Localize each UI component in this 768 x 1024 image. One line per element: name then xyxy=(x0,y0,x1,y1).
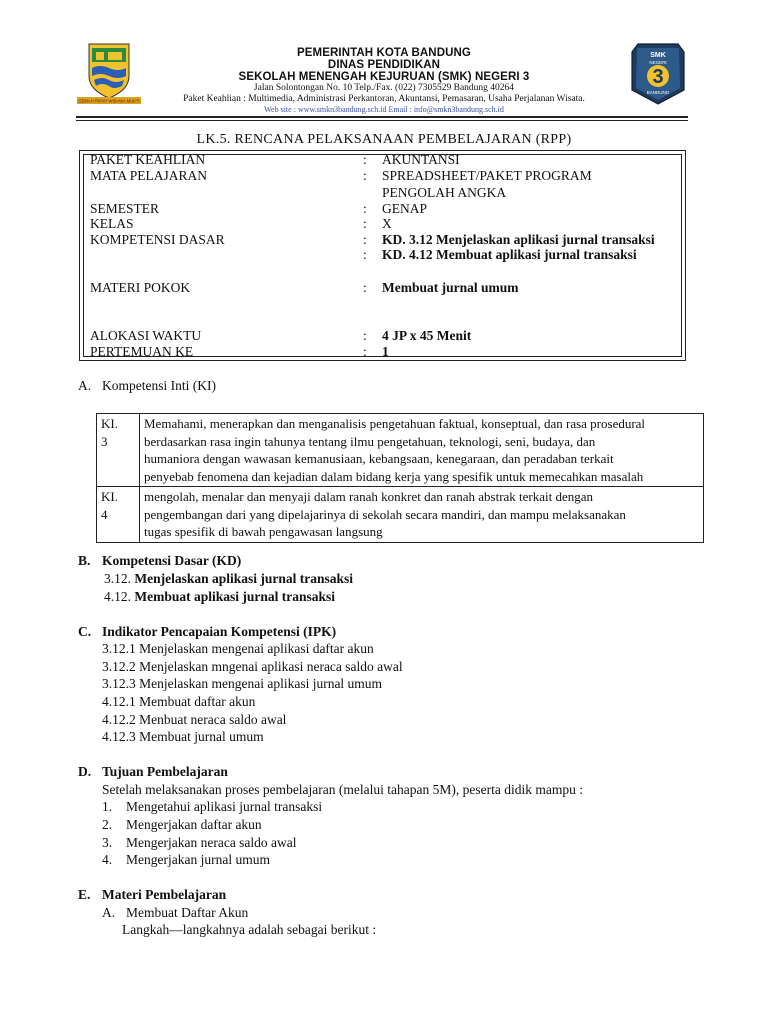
ki-line: penyebab fenomena dan kejadian dalam bidang kerja yang spesifik untuk memecahkan masalah xyxy=(144,468,644,484)
kd-item xyxy=(104,589,335,605)
ki-code-label: KI. xyxy=(101,416,118,431)
ki-line: berdasarkan rasa ingin tahunya tentang ilmu pengetahuan, teknologi, seni, budaya, dan xyxy=(144,433,596,449)
tujuan-item-text: Mengerjakan daftar akun xyxy=(126,817,262,832)
tujuan-item xyxy=(102,835,297,851)
letterhead-divider-thin xyxy=(76,120,688,121)
section-letter: B. xyxy=(78,553,91,568)
kd-item-number: 3.12. xyxy=(104,571,131,586)
ki-code-number: 4 xyxy=(101,506,108,522)
ki-line: humaniora dengan wawasan kemanusiaan, kebangsaan, kenegaraan, dan peradaban terkait xyxy=(144,451,614,466)
colon: : xyxy=(363,168,367,183)
svg-text:3: 3 xyxy=(652,66,664,88)
pertemuan-ke-label: PERTEMUAN KE xyxy=(90,344,194,359)
section-b-heading xyxy=(78,553,241,569)
mata-pelajaran-label: MATA PELAJARAN xyxy=(90,168,208,183)
paket-keahlian-value: AKUNTANSI xyxy=(382,152,460,167)
colon: : xyxy=(363,247,367,262)
section-e-heading xyxy=(78,887,226,903)
table-row xyxy=(97,487,704,543)
ipk-item: 3.12.3 Menjelaskan mengenai aplikasi jurnal umum xyxy=(102,676,383,691)
materi-subsection-title: Membuat Daftar Akun xyxy=(126,905,249,920)
colon: : xyxy=(363,152,367,167)
tujuan-item-number: 1. xyxy=(102,799,113,814)
tujuan-item-number: 3. xyxy=(102,835,113,850)
ki-code-cell xyxy=(97,487,140,543)
letterhead-programs: Paket Keahlian : Multimedia, Administrasi Perkantoran, Akuntansi, Pemasaran, Usaha Perjalanan Wisata. xyxy=(183,94,585,104)
colon: : xyxy=(363,232,367,247)
letterhead-divider-thick xyxy=(76,116,688,118)
semester-label: SEMESTER xyxy=(90,201,160,216)
svg-text:GEMAH RIPAH WIBAWA MUKTI: GEMAH RIPAH WIBAWA MUKTI xyxy=(78,98,140,104)
svg-text:SMK: SMK xyxy=(650,52,666,59)
tujuan-item xyxy=(102,799,322,815)
section-c-heading xyxy=(78,624,336,640)
section-letter: E. xyxy=(78,887,91,902)
section-a-heading xyxy=(78,378,216,394)
ki-code-label: KI. xyxy=(101,489,118,504)
section-letter: D. xyxy=(78,764,92,779)
ipk-item: 3.12.1 Menjelaskan mengenai aplikasi daftar akun xyxy=(102,641,374,656)
materi-subsection-text: Langkah—langkahnya adalah sebagai berikut : xyxy=(122,922,377,937)
colon: : xyxy=(363,216,367,231)
materi-pokok-value: Membuat jurnal umum xyxy=(382,280,519,295)
section-letter: A. xyxy=(78,378,92,393)
section-title: Materi Pembelajaran xyxy=(102,887,227,902)
kd-item-text: Menjelaskan aplikasi jurnal transaksi xyxy=(134,571,354,586)
ki-line: mengolah, menalar dan menyaji dalam ranah konkret dan ranah abstrak terkait dengan xyxy=(144,489,594,504)
semester-value: GENAP xyxy=(382,201,428,216)
colon: : xyxy=(363,344,367,359)
ki-description-cell xyxy=(140,414,704,487)
kd-item-number: 4.12. xyxy=(104,589,131,604)
kd-item xyxy=(104,571,353,587)
smk-negeri-3-badge-logo xyxy=(630,42,686,106)
materi-subsection-letter: A. xyxy=(102,905,116,920)
ki-code-cell xyxy=(97,414,140,487)
ipk-item: 3.12.2 Menjelaskan mngenai aplikasi neraca saldo awal xyxy=(102,659,403,674)
tujuan-item xyxy=(102,817,262,833)
mata-pelajaran-value-line2: PENGOLAH ANGKA xyxy=(382,185,507,200)
ipk-item: 4.12.2 Menbuat neraca saldo awal xyxy=(102,712,287,727)
tujuan-item xyxy=(102,852,270,868)
letterhead-department: DINAS PENDIDIKAN xyxy=(327,59,441,71)
tujuan-item-number: 4. xyxy=(102,852,113,867)
table-row xyxy=(97,414,704,487)
materi-subsection-heading xyxy=(102,905,248,921)
alokasi-waktu-value: 4 JP x 45 Menit xyxy=(382,328,472,343)
tujuan-item-text: Mengetahui aplikasi jurnal transaksi xyxy=(126,799,323,814)
paket-keahlian-label: PAKET KEAHLIAN xyxy=(90,152,206,167)
svg-text:BANDUNG: BANDUNG xyxy=(646,90,670,95)
letterhead-school-name: SEKOLAH MENENGAH KEJURUAN (SMK) NEGERI 3 xyxy=(238,71,530,83)
colon: : xyxy=(363,280,367,295)
ki-line: tugas spesifik di bawah pengawasan langsung xyxy=(144,524,383,539)
letterhead-address: Jalan Solontongan No. 10 Telp./Fax. (022) 7305529 Bandung 40264 xyxy=(253,83,515,93)
kompetensi-dasar-value-2: KD. 4.12 Membuat aplikasi jurnal transaksi xyxy=(382,247,637,262)
section-title: Kompetensi Dasar (KD) xyxy=(102,553,242,568)
tujuan-item-text: Mengerjakan jurnal umum xyxy=(126,852,270,867)
ki-description-cell xyxy=(140,487,704,543)
ki-line: Memahami, menerapkan dan menganalisis pengetahuan faktual, konseptual, dan rasa prosedural xyxy=(144,416,646,431)
letterhead-government: PEMERINTAH KOTA BANDUNG xyxy=(297,47,471,59)
section-title: Tujuan Pembelajaran xyxy=(102,764,228,779)
kompetensi-dasar-label: KOMPETENSI DASAR xyxy=(90,232,225,247)
colon: : xyxy=(363,328,367,343)
kelas-label: KELAS xyxy=(90,216,134,231)
ki-line: pengembangan dari yang dipelajarinya di sekolah secara mandiri, dan mampu melaksanakan xyxy=(144,506,626,522)
section-title: Indikator Pencapaian Kompetensi (IPK) xyxy=(102,624,337,639)
section-title: Kompetensi Inti (KI) xyxy=(102,378,216,393)
letterhead-web-email: Web site : www.smkn3bandung.sch.id Email : info@smkn3bandung.sch.id xyxy=(264,105,504,114)
kompetensi-inti-table xyxy=(96,413,704,543)
document-title: LK.5. RENCANA PELAKSANAAN PEMBELAJARAN (RPP) xyxy=(196,132,572,147)
ipk-item: 4.12.1 Membuat daftar akun xyxy=(102,694,256,709)
ipk-item: 4.12.3 Membuat jurnal umum xyxy=(102,729,264,744)
alokasi-waktu-label: ALOKASI WAKTU xyxy=(90,328,202,343)
kompetensi-dasar-value-1: KD. 3.12 Menjelaskan aplikasi jurnal transaksi xyxy=(382,232,655,247)
pertemuan-ke-value: 1 xyxy=(382,344,389,359)
kelas-value: X xyxy=(382,216,392,231)
svg-text:NEGERI: NEGERI xyxy=(649,60,667,65)
kd-item-text: Membuat aplikasi jurnal transaksi xyxy=(134,589,336,604)
section-d-heading xyxy=(78,764,228,780)
mata-pelajaran-value-line1: SPREADSHEET/PAKET PROGRAM xyxy=(382,168,592,183)
section-letter: C. xyxy=(78,624,92,639)
tujuan-intro: Setelah melaksanakan proses pembelajaran (melalui tahapan 5M), peserta didik mampu : xyxy=(102,782,583,797)
materi-pokok-label: MATERI POKOK xyxy=(90,280,191,295)
colon: : xyxy=(363,201,367,216)
ki-code-number: 3 xyxy=(101,433,108,449)
tujuan-item-number: 2. xyxy=(102,817,113,832)
tujuan-item-text: Mengerjakan neraca saldo awal xyxy=(126,835,297,850)
